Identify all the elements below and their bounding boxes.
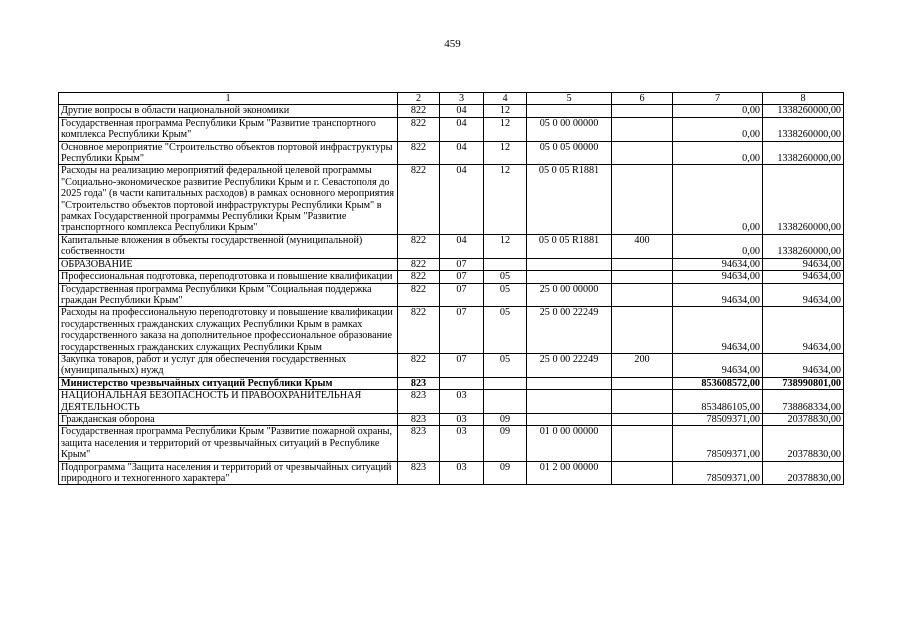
page-number: 459 <box>444 38 461 50</box>
row-expense-type-cell <box>612 105 673 117</box>
row-subsection-cell: 05 <box>484 271 527 283</box>
row-amount-1-cell: 94634,00 <box>673 307 763 354</box>
table-row <box>59 390 844 414</box>
row-target-article-cell <box>527 390 612 414</box>
table-row <box>59 141 844 165</box>
row-name-cell: Профессиональная подготовка, переподготовка и повышение квалификации <box>59 271 398 283</box>
row-ved-cell: 822 <box>398 258 440 270</box>
row-amount-1-cell: 94634,00 <box>673 258 763 270</box>
row-expense-type-cell <box>612 390 673 414</box>
row-target-article-cell <box>527 105 612 117</box>
row-name-cell: Основное мероприятие "Строительство объектов портовой инфраструктуры Республики Крым" <box>59 141 398 165</box>
header-cell: 7 <box>673 93 763 105</box>
row-expense-type-cell <box>612 117 673 141</box>
header-cell: 6 <box>612 93 673 105</box>
row-section-cell: 04 <box>440 141 484 165</box>
row-subsection-cell: 09 <box>484 413 527 425</box>
row-section-cell <box>440 377 484 389</box>
row-name-cell: Подпрограмма "Защита населения и территорий от чрезвычайных ситуаций природного и техногенного характера" <box>59 461 398 485</box>
row-ved-cell: 822 <box>398 234 440 258</box>
row-name-cell: Капитальные вложения в объекты государственной (муниципальной) собственности <box>59 234 398 258</box>
row-amount-2-cell: 94634,00 <box>763 258 844 270</box>
row-section-cell: 07 <box>440 353 484 377</box>
row-amount-1-cell: 78509371,00 <box>673 461 763 485</box>
table-row <box>59 377 844 389</box>
table-row <box>59 413 844 425</box>
row-amount-2-cell: 94634,00 <box>763 271 844 283</box>
row-expense-type-cell: 200 <box>612 353 673 377</box>
table-row <box>59 165 844 234</box>
row-ved-cell: 822 <box>398 141 440 165</box>
row-amount-1-cell: 0,00 <box>673 105 763 117</box>
row-ved-cell: 822 <box>398 105 440 117</box>
row-amount-1-cell: 0,00 <box>673 165 763 234</box>
row-amount-2-cell: 94634,00 <box>763 307 844 354</box>
row-target-article-cell: 25 0 00 22249 <box>527 307 612 354</box>
table-row <box>59 117 844 141</box>
row-subsection-cell: 05 <box>484 283 527 307</box>
row-target-article-cell: 05 0 05 00000 <box>527 141 612 165</box>
row-section-cell: 03 <box>440 461 484 485</box>
row-section-cell: 04 <box>440 234 484 258</box>
row-subsection-cell: 12 <box>484 105 527 117</box>
row-subsection-cell: 09 <box>484 426 527 461</box>
row-subsection-cell <box>484 258 527 270</box>
row-target-article-cell <box>527 258 612 270</box>
row-amount-2-cell: 1338260000,00 <box>763 165 844 234</box>
row-amount-2-cell: 94634,00 <box>763 283 844 307</box>
row-ved-cell: 823 <box>398 426 440 461</box>
row-expense-type-cell <box>612 461 673 485</box>
table-row <box>59 258 844 270</box>
header-cell: 2 <box>398 93 440 105</box>
row-ved-cell: 822 <box>398 283 440 307</box>
row-name-cell: Государственная программа Республики Крым "Развитие транспортного комплекса Республики Крым" <box>59 117 398 141</box>
row-name-cell: Гражданская оборона <box>59 413 398 425</box>
row-name-cell: Расходы на реализацию мероприятий федеральной целевой программы "Социально-экономическое развитие Республики Крым и г. Севастополя до 2025 года" (в части капитальных расходов) в рамках основного мероприятия "Строительство объектов портовой инфраструктуры Республики Крым" в рамках Государственной программы Республики Крым "Развитие транспортного комплекса Республики Крым" <box>59 165 398 234</box>
budget-table <box>58 92 844 485</box>
row-expense-type-cell <box>612 283 673 307</box>
row-section-cell: 04 <box>440 165 484 234</box>
row-subsection-cell: 12 <box>484 165 527 234</box>
table-row <box>59 105 844 117</box>
row-ved-cell: 822 <box>398 271 440 283</box>
row-section-cell: 07 <box>440 307 484 354</box>
row-section-cell: 07 <box>440 258 484 270</box>
row-expense-type-cell <box>612 165 673 234</box>
row-amount-2-cell: 94634,00 <box>763 353 844 377</box>
row-amount-1-cell: 0,00 <box>673 141 763 165</box>
table-row <box>59 461 844 485</box>
row-target-article-cell <box>527 377 612 389</box>
row-name-cell: ОБРАЗОВАНИЕ <box>59 258 398 270</box>
row-amount-1-cell: 78509371,00 <box>673 413 763 425</box>
row-expense-type-cell <box>612 258 673 270</box>
row-subsection-cell <box>484 377 527 389</box>
row-expense-type-cell <box>612 426 673 461</box>
row-section-cell: 04 <box>440 117 484 141</box>
row-expense-type-cell <box>612 307 673 354</box>
row-subsection-cell: 12 <box>484 117 527 141</box>
row-name-cell: Министерство чрезвычайных ситуаций Республики Крым <box>59 377 398 389</box>
row-ved-cell: 822 <box>398 353 440 377</box>
table-row <box>59 426 844 461</box>
header-cell: 8 <box>763 93 844 105</box>
row-ved-cell: 823 <box>398 461 440 485</box>
row-amount-2-cell: 738990801,00 <box>763 377 844 389</box>
row-ved-cell: 822 <box>398 117 440 141</box>
row-amount-2-cell: 20378830,00 <box>763 461 844 485</box>
row-expense-type-cell <box>612 271 673 283</box>
header-cell: 1 <box>59 93 398 105</box>
row-amount-2-cell: 738868334,00 <box>763 390 844 414</box>
row-amount-1-cell: 853486105,00 <box>673 390 763 414</box>
row-ved-cell: 823 <box>398 390 440 414</box>
row-section-cell: 07 <box>440 283 484 307</box>
row-amount-1-cell: 78509371,00 <box>673 426 763 461</box>
row-section-cell: 03 <box>440 390 484 414</box>
row-ved-cell: 822 <box>398 307 440 354</box>
row-target-article-cell <box>527 271 612 283</box>
row-target-article-cell: 05 0 00 00000 <box>527 117 612 141</box>
row-target-article-cell: 05 0 05 R1881 <box>527 165 612 234</box>
row-subsection-cell: 12 <box>484 141 527 165</box>
row-section-cell: 07 <box>440 271 484 283</box>
header-cell: 3 <box>440 93 484 105</box>
row-amount-1-cell: 94634,00 <box>673 283 763 307</box>
row-name-cell: Расходы на профессиональную переподготовку и повышение квалификации государственных гражданских служащих Республики Крым в рамках государственного заказа на дополнительное профессиональное образование государственных гражданских служащих Республики Крым <box>59 307 398 354</box>
row-amount-2-cell: 1338260000,00 <box>763 141 844 165</box>
row-name-cell: Другие вопросы в области национальной экономики <box>59 105 398 117</box>
row-target-article-cell: 25 0 00 00000 <box>527 283 612 307</box>
row-subsection-cell: 12 <box>484 234 527 258</box>
table-header-row <box>59 93 844 105</box>
row-expense-type-cell <box>612 413 673 425</box>
row-subsection-cell: 09 <box>484 461 527 485</box>
row-amount-1-cell: 0,00 <box>673 234 763 258</box>
row-ved-cell: 823 <box>398 377 440 389</box>
row-section-cell: 03 <box>440 426 484 461</box>
row-expense-type-cell <box>612 377 673 389</box>
row-name-cell: НАЦИОНАЛЬНАЯ БЕЗОПАСНОСТЬ И ПРАВООХРАНИТЕЛЬНАЯ ДЕЯТЕЛЬНОСТЬ <box>59 390 398 414</box>
table-row <box>59 234 844 258</box>
row-subsection-cell: 05 <box>484 353 527 377</box>
table-row <box>59 271 844 283</box>
row-expense-type-cell <box>612 141 673 165</box>
row-amount-2-cell: 20378830,00 <box>763 413 844 425</box>
row-target-article-cell: 01 2 00 00000 <box>527 461 612 485</box>
row-expense-type-cell: 400 <box>612 234 673 258</box>
row-amount-2-cell: 1338260000,00 <box>763 105 844 117</box>
row-section-cell: 04 <box>440 105 484 117</box>
row-name-cell: Государственная программа Республики Крым "Развитие пожарной охраны, защита населения и территорий от чрезвычайных ситуаций в Республике Крым" <box>59 426 398 461</box>
table-row <box>59 307 844 354</box>
row-amount-1-cell: 94634,00 <box>673 271 763 283</box>
table-row <box>59 283 844 307</box>
row-subsection-cell <box>484 390 527 414</box>
row-amount-2-cell: 20378830,00 <box>763 426 844 461</box>
row-amount-1-cell: 94634,00 <box>673 353 763 377</box>
header-cell: 5 <box>527 93 612 105</box>
row-ved-cell: 823 <box>398 413 440 425</box>
row-target-article-cell: 25 0 00 22249 <box>527 353 612 377</box>
row-section-cell: 03 <box>440 413 484 425</box>
row-subsection-cell: 05 <box>484 307 527 354</box>
row-amount-1-cell: 0,00 <box>673 117 763 141</box>
row-ved-cell: 822 <box>398 165 440 234</box>
row-target-article-cell <box>527 413 612 425</box>
header-cell: 4 <box>484 93 527 105</box>
row-amount-2-cell: 1338260000,00 <box>763 234 844 258</box>
row-target-article-cell: 01 0 00 00000 <box>527 426 612 461</box>
table-row <box>59 353 844 377</box>
row-name-cell: Государственная программа Республики Крым "Социальная поддержка граждан Республики Крым" <box>59 283 398 307</box>
row-amount-1-cell: 853608572,00 <box>673 377 763 389</box>
row-name-cell: Закупка товаров, работ и услуг для обеспечения государственных (муниципальных) нужд <box>59 353 398 377</box>
row-amount-2-cell: 1338260000,00 <box>763 117 844 141</box>
row-target-article-cell: 05 0 05 R1881 <box>527 234 612 258</box>
